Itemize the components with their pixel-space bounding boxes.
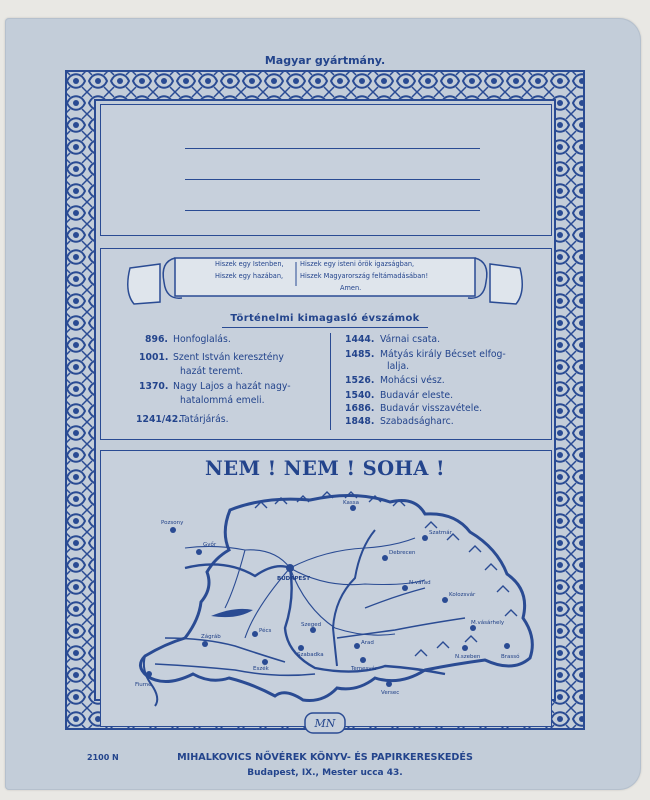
event-year: 1686. [345, 403, 375, 414]
event-text: Mátyás király Bécset elfog- [380, 349, 506, 360]
city-label: Győr [203, 542, 217, 548]
event-year: 1848. [345, 416, 375, 427]
shop-address: Budapest, IX., Mester ucca 43. [247, 768, 403, 778]
city-label: Szatmár [429, 530, 452, 536]
city-label: Szabadka [297, 652, 324, 658]
event-year: 1001. [139, 352, 169, 363]
event-text: Mohácsi vész. [380, 375, 445, 386]
city-label: Pozsony [161, 520, 184, 526]
event-text: Honfoglalás. [173, 334, 231, 345]
write-line [185, 148, 480, 149]
prayer-right-line1: Hiszek egy isteni örök igazságban, [300, 260, 415, 268]
write-line [185, 179, 480, 180]
product-code: 2100 N [87, 753, 119, 762]
svg-text:MN: MN [314, 717, 336, 730]
event-text: Szabadságharc. [380, 416, 454, 427]
column-divider [330, 333, 331, 430]
name-label-panel [100, 104, 552, 236]
prayer-right-line2: Hiszek Magyarország feltámadásában! [300, 272, 429, 280]
city-label: Arad [361, 640, 374, 646]
title-underline [222, 327, 428, 328]
city-label: Fiume [135, 682, 152, 688]
event-year: 896. [145, 334, 168, 345]
city-label: N.várad [409, 580, 431, 586]
event-year: 1526. [345, 375, 375, 386]
city-label: Eszék [253, 666, 269, 672]
city-label: Kassa [343, 500, 359, 506]
prayer-left-line2: Hiszek egy hazában, [215, 272, 284, 280]
prayer-left-line1: Hiszek egy Istenben, [215, 260, 284, 268]
city-label: Versec [381, 690, 400, 696]
event-year: 1370. [139, 381, 169, 392]
event-year: 1444. [345, 334, 375, 345]
event-year: 1485. [345, 349, 375, 360]
event-text: Budavár eleste. [380, 390, 454, 401]
city-label: Debrecen [389, 550, 416, 556]
city-label: Brassó [501, 654, 520, 660]
event-text-cont: hatalommá emeli. [180, 395, 265, 406]
write-line [185, 210, 480, 211]
event-text: Nagy Lajos a hazát nagy- [173, 381, 291, 392]
event-text: Várnai csata. [380, 334, 441, 345]
city-label: Temesvár [351, 666, 378, 672]
event-text: Tatárjárás. [180, 414, 229, 425]
monogram-icon [304, 712, 346, 734]
prayer-amen: Amen. [340, 284, 362, 292]
event-text: Budavár visszavétele. [380, 403, 483, 414]
history-title: Történelmi kimagasló évszámok [230, 313, 420, 324]
city-label: M.vásárhely [471, 620, 505, 626]
event-year: 1540. [345, 390, 375, 401]
city-label: Szeged [301, 622, 322, 628]
event-text: Szent István keresztény [173, 352, 284, 363]
city-label: Pécs [259, 628, 272, 634]
slogan: NEM ! NEM ! SOHA ! [205, 457, 445, 480]
maker-label: Magyar gyártmány. [264, 54, 386, 67]
shop-name: MIHALKOVICS NŐVÉREK KÖNYV- ÉS PAPIRKERESKEDÉS [177, 752, 473, 763]
city-label: Kolozsvár [449, 592, 476, 598]
hungary-map-icon [125, 488, 545, 710]
event-year: 1241/42. [136, 414, 182, 425]
event-text-cont: lalja. [387, 361, 410, 372]
city-label: Zágráb [201, 634, 221, 640]
event-text-cont: hazát teremt. [180, 366, 244, 377]
city-label: N.szeben [455, 654, 481, 660]
city-label: BUDAPEST [277, 576, 310, 582]
